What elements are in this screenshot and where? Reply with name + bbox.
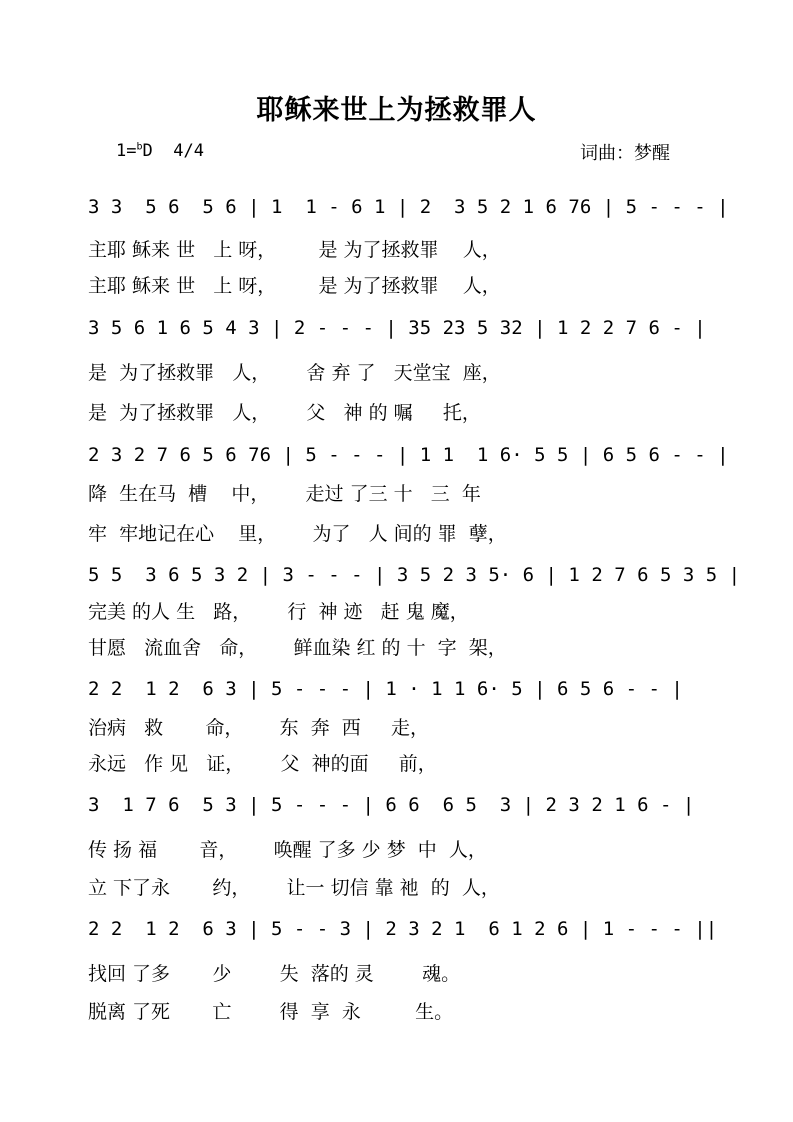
lyric-line: 是 为了拯救罪 人， 父 神 的 嘱 托， — [88, 402, 481, 424]
lyric-line: 完美 的人 生 路， 行 神 迹 赶 鬼 魔， — [88, 601, 469, 623]
lyricist-composer: 词曲：梦醒 — [580, 143, 670, 164]
lyric-line: 找回 了多 少 失 落的 灵 魂。 — [88, 963, 461, 985]
lyric-line: 主耶 稣来 世 上 呀， 是 为了拯救罪 人， — [88, 275, 501, 297]
lyric-line: 是 为了拯救罪 人， 舍 弃 了 天堂宝 座， — [88, 362, 501, 384]
music-line: 2 2 1 2 6 3 | 5 - - 3 | 2 3 2 1 6 1 2 6 | 1 - - - || — [88, 918, 718, 940]
lyric-line: 传 扬 福 音， 唤醒 了多 少 梦 中 人， — [88, 839, 487, 861]
lyric-line: 牢 牢地记在心 里， 为了 人 间的 罪 孽， — [88, 523, 507, 545]
lyric-line: 甘愿 流血舍 命， 鲜血染 红 的 十 字 架， — [88, 637, 507, 659]
key-signature: 1=$^b$D 4/4 — [116, 141, 204, 161]
lyric-line: 永远 作 见 证， 父 神的面 前， — [88, 753, 437, 775]
music-line: 2 3 2 7 6 5 6 76 | 5 - - - | 1 1 1 6· 5 5 | 6 5 6 - - | — [88, 444, 729, 466]
lyric-line: 降 生在马 槽 中， 走过 了三 十 三 年 — [88, 483, 481, 505]
music-line: 5 5 3 6 5 3 2 | 3 - - - | 3 5 2 3 5· 6 | 1 2 7 6 5 3 5 | — [88, 564, 741, 586]
music-line: 3 1 7 6 5 3 | 5 - - - | 6 6 6 5 3 | 2 3 2 1 6 - | — [88, 794, 695, 816]
lyric-line: 立 下了永 约， 让一 切信 靠 祂 的 人， — [88, 877, 500, 899]
music-line: 3 5 6 1 6 5 4 3 | 2 - - - | 35 23 5 32 | 1 2 2 7 6 - | — [88, 317, 706, 339]
music-line: 2 2 1 2 6 3 | 5 - - - | 1 · 1 1 6· 5 | 6 5 6 - - | — [88, 678, 683, 700]
lyric-line: 治病 救 命， 东 奔 西 走， — [88, 717, 429, 739]
lyric-line: 脱离 了死 亡 得 享 永 生。 — [88, 1001, 454, 1023]
music-line: 3 3 5 6 5 6 | 1 1 - 6 1 | 2 3 5 2 1 6 76 | 5 - - - | — [88, 196, 729, 218]
song-title: 耶稣来世上为拯救罪人 — [256, 95, 537, 126]
lyric-line: 主耶 稣来 世 上 呀， 是 为了拯救罪 人， — [88, 239, 501, 261]
